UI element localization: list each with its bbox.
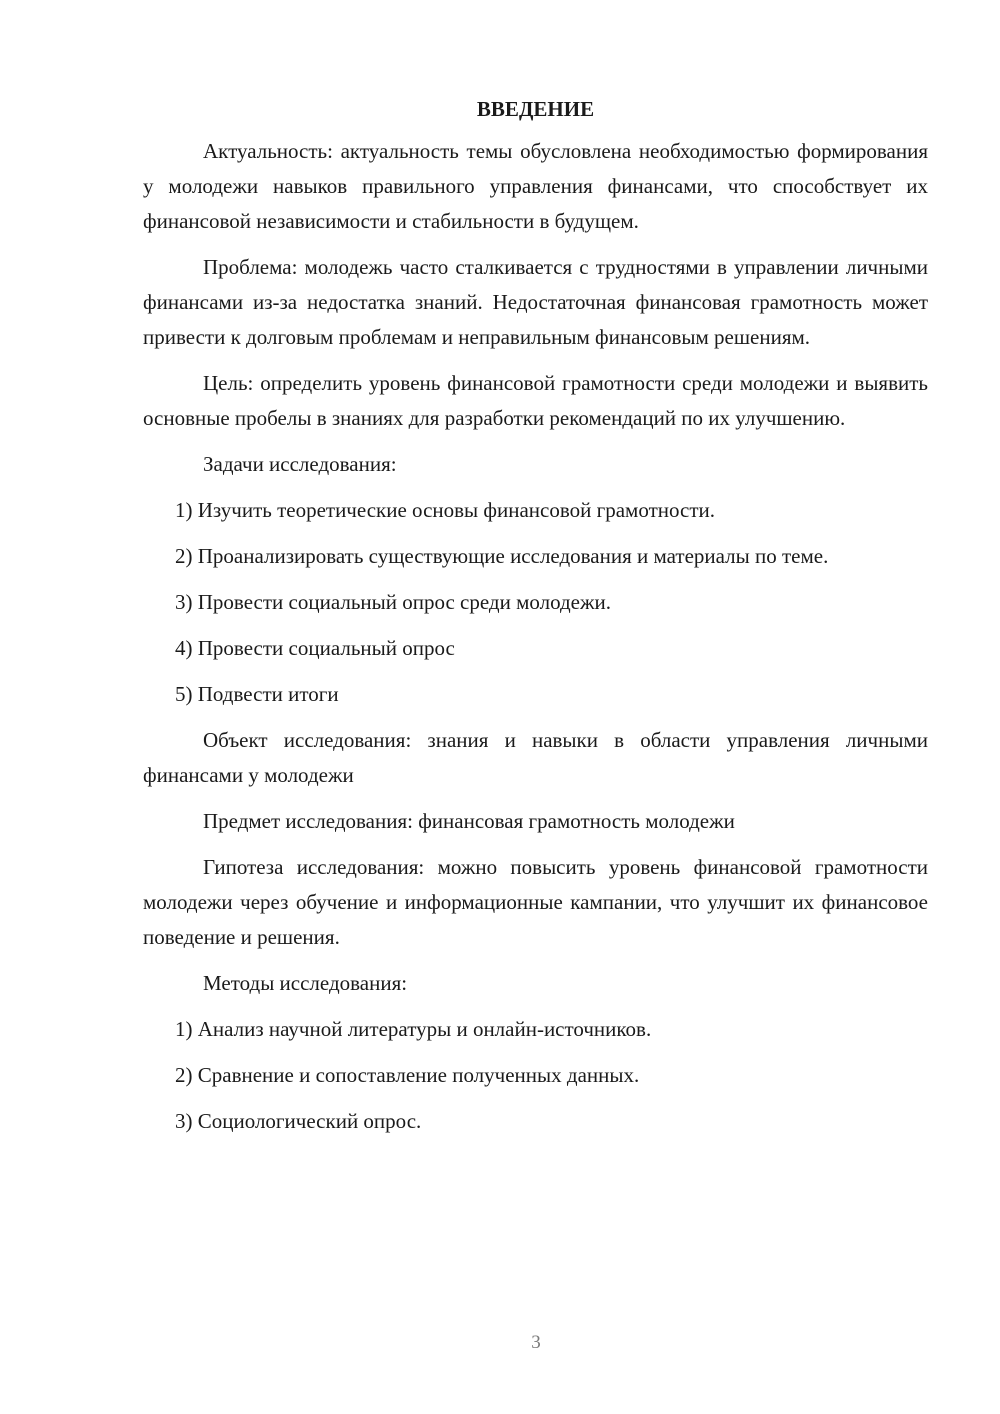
document-page xyxy=(143,92,928,1150)
relevance-paragraph: Актуальность: актуальность темы обусловлена необходимостью формирования у молодежи навыков правильного управления финансами, что способствует их финансовой независимости и стабильности в будущем. xyxy=(143,139,928,233)
page-title: ВВЕДЕНИЕ xyxy=(476,97,595,121)
object-paragraph: Объект исследования: знания и навыки в области управления личными финансами у молодежи xyxy=(143,728,928,787)
subject-paragraph: Предмет исследования: финансовая грамотность молодежи xyxy=(203,809,735,833)
method-item-1: 1) Анализ научной литературы и онлайн-источников. xyxy=(175,1017,652,1041)
task-item-5: 5) Подвести итоги xyxy=(175,682,339,706)
methods-heading: Методы исследования: xyxy=(203,971,408,995)
problem-paragraph: Проблема: молодежь часто сталкивается с трудностями в управлении личными финансами из-за недостатка знаний. Недостаточная финансовая грамотность может привести к долговым проблемам и неправильным финансовым решениям. xyxy=(143,255,928,349)
method-item-2: 2) Сравнение и сопоставление полученных данных. xyxy=(175,1063,640,1087)
task-item-1: 1) Изучить теоретические основы финансовой грамотности. xyxy=(175,498,715,522)
task-item-4: 4) Провести социальный опрос xyxy=(175,636,455,660)
hypothesis-paragraph: Гипотеза исследования: можно повысить уровень финансовой грамотности молодежи через обучение и информационные кампании, что улучшит их финансовое поведение и решения. xyxy=(143,855,928,949)
tasks-heading: Задачи исследования: xyxy=(203,452,397,476)
task-item-2: 2) Проанализировать существующие исследования и материалы по теме. xyxy=(175,544,829,568)
goal-paragraph: Цель: определить уровень финансовой грамотности среди молодежи и выявить основные пробелы в знаниях для разработки рекомендаций по их улучшению. xyxy=(143,371,928,430)
page-number: 3 xyxy=(531,1332,541,1353)
method-item-3: 3) Социологический опрос. xyxy=(175,1109,422,1133)
task-item-3: 3) Провести социальный опрос среди молодежи. xyxy=(175,590,611,614)
